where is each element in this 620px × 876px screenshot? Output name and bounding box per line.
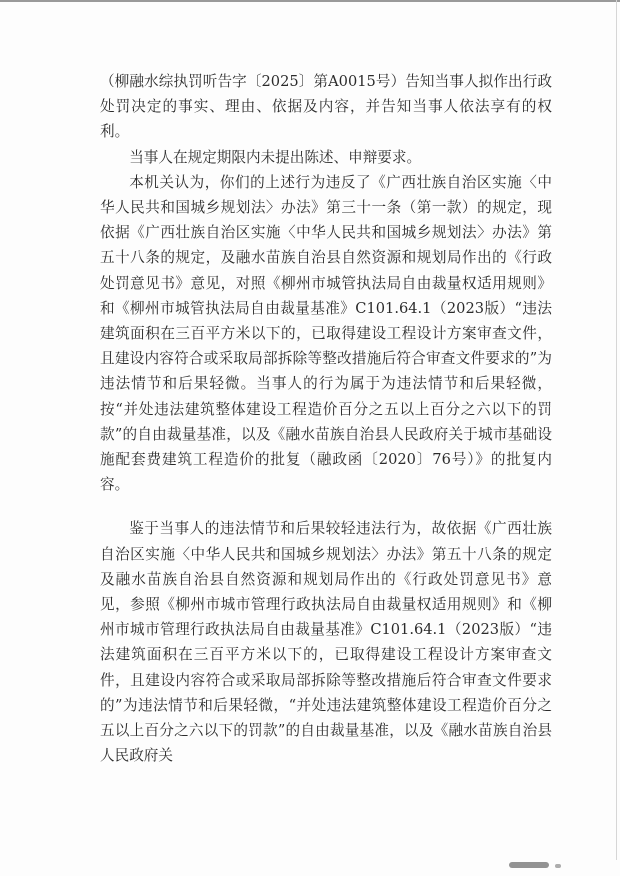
paragraph-no-statement: 当事人在规定期限内未提出陈述、申辩要求。 <box>129 148 422 166</box>
scan-artifact-mark <box>509 862 549 868</box>
scan-top-edge <box>0 0 620 2</box>
scan-right-edge <box>616 0 617 860</box>
scan-artifact-dot <box>555 864 561 868</box>
document-body <box>100 69 552 768</box>
paragraph-penalty-decision: 鉴于当事人的违法情节和后果较轻违法行为，故依据《广西壮族自治区实施〈中华人民共和国城乡规划法〉办法》第五十八条的规定及融水苗族自治县自然资源和规划局作出的《行政处罚意见书》意见，参照《柳州市城市管理行政执法局自由裁量权适用规则》和《柳州市城市管理行政执法局自由裁量基准》C101.64.1（2023版）“违法建筑面积在三百平方米以下的，已取得建设工程设计方案审查文件，且建设内容符合或采取局部拆除等整改措施后符合审查文件要求的”为违法情节和后果轻微，“并处违法建筑整体建设工程造价百分之五以上百分之六以下的罚款”的自由裁量基准，以及《融水苗族自治县人民政府关 <box>100 520 552 765</box>
paragraph-notice-reference: （柳融水综执罚听告字〔2025〕第A0015号）告知当事人拟作出行政处罚决定的事实、理由、依据及内容，并告知当事人依法享有的权利。 <box>100 73 552 141</box>
paragraph-legal-basis: 本机关认为，你们的上述行为违反了《广西壮族自治区实施〈中华人民共和国城乡规划法〉办法》第三十一条（第一款）的规定，现依据《广西壮族自治区实施〈中华人民共和国城乡规划法〉办法》第五十八条的规定，及融水苗族自治县自然资源和规划局作出的《行政处罚意见书》意见，对照《柳州市城管执法局自由裁量权适用规则》和《柳州市城管执法局自由裁量基准》C101.64.1（2023版）“违法建筑面积在三百平方米以下的，已取得建设工程设计方案审查文件，且建设内容符合或采取局部拆除等整改措施后符合审查文件要求的”为违法情节和后果轻微。当事人的行为属于为违法情节和后果轻微，按“并处违法建筑整体建设工程造价百分之五以上百分之六以下的罚款”的自由裁量基准，以及《融水苗族自治县人民政府关于城市基础设施配套费建筑工程造价的批复（融政函〔2020〕76号）》的批复内容。 <box>100 173 552 494</box>
